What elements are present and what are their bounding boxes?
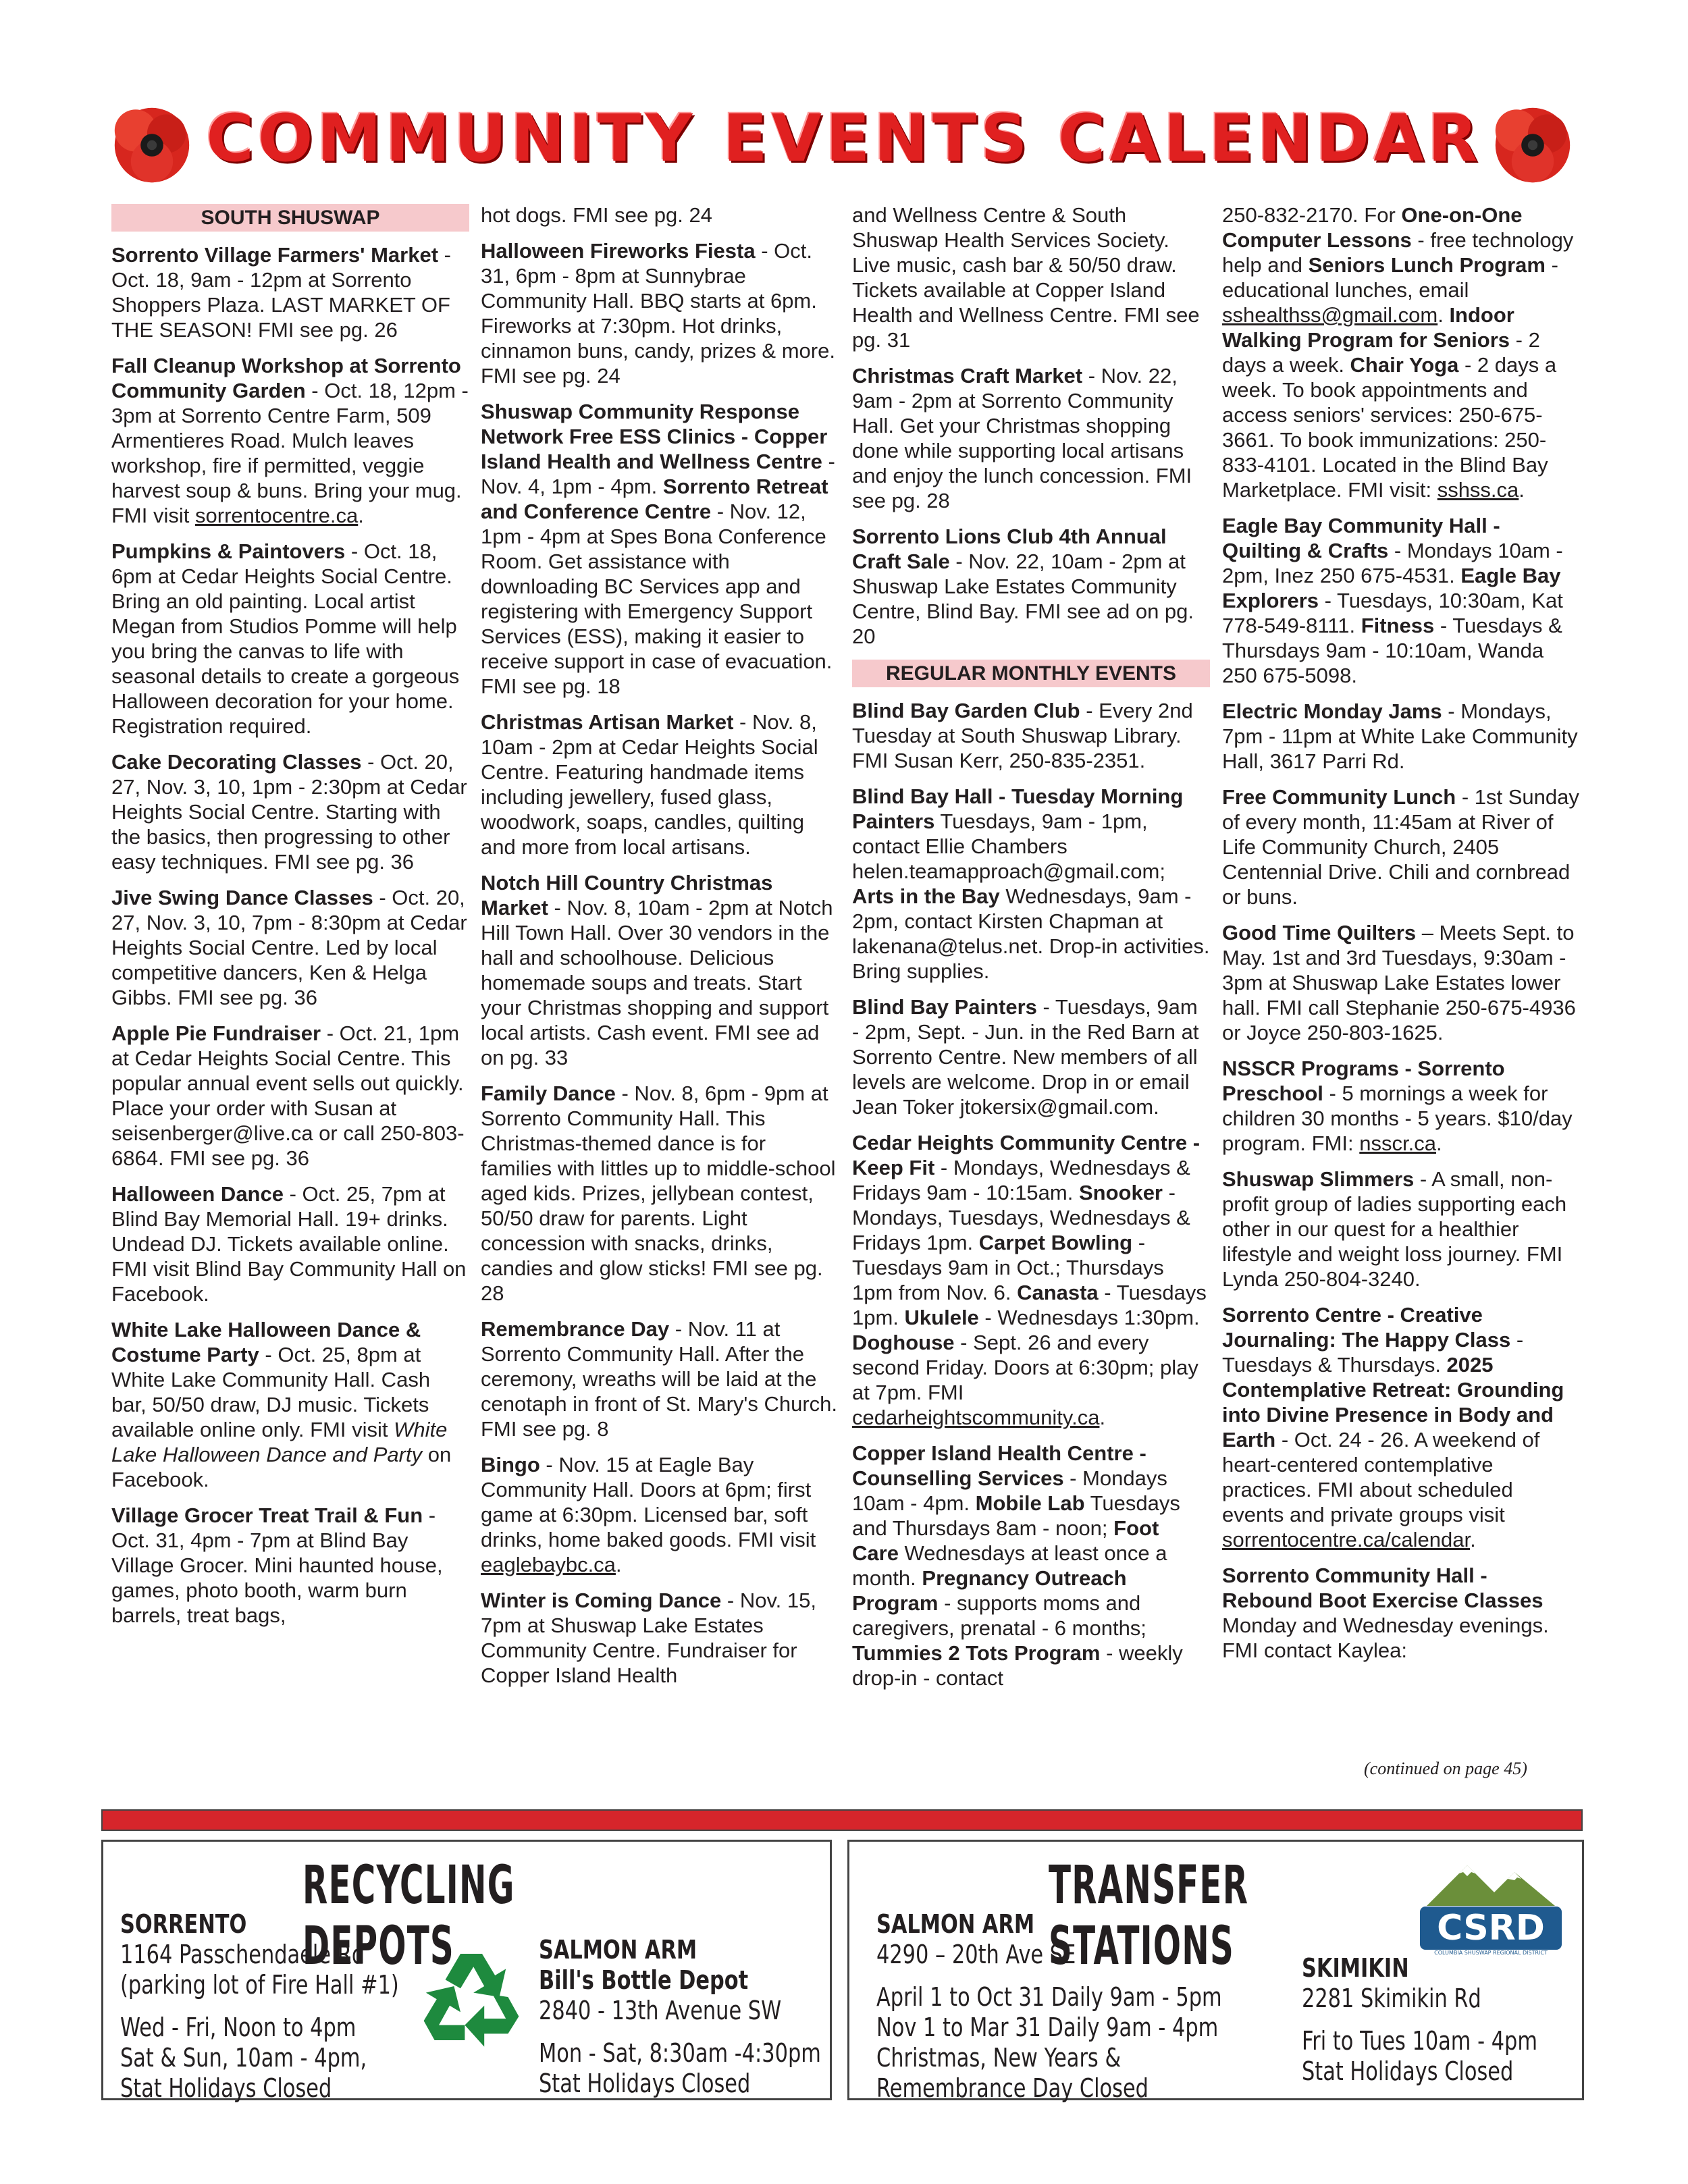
event-item: Pumpkins & Paintovers - Oct. 18, 6pm at Cedar Heights Social Centre. Bring an old painting. Local artist Megan from Studios Pomme will help you bring the canvas to life with seasonal details to create a gorgeous Halloween decoration for your home. Registration required.: [111, 539, 460, 738]
recycling-title: RECYCLING DEPOTS: [302, 1855, 515, 1977]
sorrentocentre-calendar-link[interactable]: sorrentocentre.ca/calendar: [1222, 1528, 1471, 1551]
event-item: Shuswap Community Response Network Free ESS Clinics - Copper Island Health and Wellness Centre - Nov. 4, 1pm - 4pm. Sorrento Retreat and Conference Centre - Nov. 12, 1pm - 4pm at Spes Bona Conference Room. Get assistance with downloading BC Services app and registering with Emergency Support Services (ESS), making it easier to receive support in case of evacuation. FMI see pg. 18: [481, 400, 835, 698]
event-item: Sorrento Lions Club 4th Annual Craft Sale - Nov. 22, 10am - 2pm at Shuswap Lake Estates Community Centre, Blind Bay. FMI see ad on pg. 20: [852, 525, 1194, 648]
event-item: Jive Swing Dance Classes - Oct. 20, 27, Nov. 3, 10, 7pm - 8:30pm at Cedar Heights Social Centre. Led by local competitive dancers, Ken & Helga Gibbs. FMI see pg. 36: [111, 886, 467, 1009]
event-item: Christmas Craft Market - Nov. 22, 9am - 2pm at Sorrento Community Hall. Get your Christmas shopping done while supporting local artisans and enjoy the lunch concession. FMI see pg. 28: [852, 364, 1192, 512]
eaglebaybc-link[interactable]: eaglebaybc.ca: [481, 1553, 616, 1576]
event-item: Cedar Heights Community Centre - Keep Fit - Mondays, Wednesdays & Fridays 9am - 10:15am. Snooker - Mondays, Tuesdays, Wednesdays & Fridays 1pm. Carpet Bowling - Tuesdays 9am in Oct.; Thursdays 1pm from Nov. 6. Canasta - Tuesdays 1pm. Ukulele - Wednesdays 1:30pm. Doghouse - Sept. 26 and every second Friday. Doors at 6:30pm; play at 7pm. FMI cedarheightscommunity.ca.: [852, 1131, 1207, 1429]
event-item: Halloween Fireworks Fiesta - Oct. 31, 6pm - 8pm at Sunnybrae Community Hall. BBQ starts at 6pm. Fireworks at 7:30pm. Hot drinks, cinnamon buns, candy, prizes & more. FMI see pg. 24: [481, 239, 835, 388]
mountain-icon: [1420, 1859, 1562, 1906]
event-item: Shuswap Slimmers - A small, non-profit group of ladies supporting each other in our quest for a healthier lifestyle and weight loss journey. FMI Lynda 250-804-3240.: [1222, 1167, 1567, 1291]
event-item: Remembrance Day - Nov. 11 at Sorrento Community Hall. After the ceremony, wreaths will be laid at the cenotaph in front of St. Mary's Church. FMI see pg. 8: [481, 1317, 837, 1441]
page-title: COMMUNITY EVENTS CALENDAR: [206, 101, 1482, 176]
event-item: NSSCR Programs - Sorrento Preschool - 5 mornings a week for children 30 months - 5 years. $10/day program. FMI: nsscr.ca.: [1222, 1057, 1573, 1155]
event-item: Free Community Lunch - 1st Sunday of every month, 11:45am at River of Life Community Church, 2405 Centennial Drive. Chili and cornbread or buns.: [1222, 785, 1579, 909]
column-3: [852, 203, 1210, 1701]
event-continuation: hot dogs. FMI see pg. 24: [481, 203, 712, 227]
cedarheights-link[interactable]: cedarheightscommunity.ca: [852, 1406, 1100, 1429]
column-4: [1222, 203, 1580, 1674]
event-item: Sorrento Village Farmers' Market - Oct. 18, 9am - 12pm at Sorrento Shoppers Plaza. LAST MARKET OF THE SEASON! FMI see pg. 26: [111, 243, 451, 342]
section-header-regular-monthly: REGULAR MONTHLY EVENTS: [852, 660, 1210, 687]
column-1: [111, 203, 469, 1639]
sorrentocentre-link[interactable]: sorrentocentre.ca: [195, 504, 359, 527]
event-item: White Lake Halloween Dance & Costume Party - Oct. 25, 8pm at White Lake Community Hall. Cash bar, 50/50 draw, DJ music. Tickets available online only. FMI visit White Lake Halloween Dance and Party on Facebook.: [111, 1318, 452, 1491]
skimikin-transfer: SKIMIKIN 2281 Skimikin Rd Fri to Tues 10am - 4pm Stat Holidays Closed: [1302, 1953, 1537, 2086]
salmon-arm-depot: SALMON ARM Bill's Bottle Depot 2840 - 13th Avenue SW Mon - Sat, 8:30am -4:30pm Stat Holidays Closed: [539, 1935, 821, 2098]
transfer-stations-box: [847, 1840, 1584, 2103]
nsscr-link[interactable]: nsscr.ca: [1359, 1131, 1436, 1155]
event-item: Cake Decorating Classes - Oct. 20, 27, Nov. 3, 10, 1pm - 2:30pm at Cedar Heights Social Centre. Starting with the basics, then progressing to other easy techniques. FMI see pg. 36: [111, 750, 467, 874]
continued-note: (continued on page 45): [1364, 1759, 1527, 1778]
event-item: Blind Bay Painters - Tuesdays, 9am - 2pm, Sept. - Jun. in the Red Barn at Sorrento Centre. New members of all levels are welcome. Drop in or email Jean Toker jtokersix@gmail.com.: [852, 995, 1199, 1119]
csrd-logo: CSRD COLUMBIA SHUSWAP REGIONAL DISTRICT: [1420, 1859, 1562, 1960]
sshss-link[interactable]: sshss.ca: [1437, 478, 1519, 502]
event-item: Sorrento Community Hall - Rebound Boot Exercise Classes Monday and Wednesday evenings. FMI contact Kaylea:: [1222, 1564, 1549, 1662]
poppy-left-icon: [111, 105, 192, 186]
event-continuation: 250-832-2170. For One-on-One Computer Lessons - free technology help and Seniors Lunch Program - educational lunches, email sshealthss@gmail.com. Indoor Walking Program for Seniors - 2 days a week. Chair Yoga - 2 days a week. To book appointments and access seniors' services: 250-675-3661. To book immunizations: 250-833-4101. Located in the Blind Bay Marketplace. FMI visit: sshss.ca.: [1222, 203, 1574, 502]
section-header-south-shuswap: SOUTH SHUSWAP: [111, 204, 469, 232]
recycling-depots-box: [101, 1840, 832, 2103]
event-item: Fall Cleanup Workshop at Sorrento Community Garden - Oct. 18, 12pm - 3pm at Sorrento Centre Farm, 509 Armentieres Road. Mulch leaves workshop, fire if permitted, veggie harvest soup & buns. Bring your mug. FMI visit sorrentocentre.ca.: [111, 354, 469, 527]
event-item: Village Grocer Treat Trail & Fun - Oct. 31, 4pm - 7pm at Blind Bay Village Grocer. Mini haunted house, games, photo booth, warm burn barrels, treat bags,: [111, 1503, 443, 1627]
sorrento-depot: SORRENTO 1164 Passchendaele Rd (parking lot of Fire Hall #1) Wed - Fri, Noon to 4pm Sat & Sun, 10am - 4pm, Stat Holidays Closed: [120, 1909, 399, 2103]
poppy-right-icon: [1492, 105, 1573, 186]
event-item: Winter is Coming Dance - Nov. 15, 7pm at Shuswap Lake Estates Community Centre. Fundraiser for Copper Island Health: [481, 1589, 816, 1687]
salmon-arm-transfer: SALMON ARM 4290 – 20th Ave SE April 1 to Oct 31 Daily 9am - 5pm Nov 1 to Mar 31 Daily 9am - 4pm Christmas, New Years & Remembrance Day Closed: [876, 1909, 1222, 2103]
event-item: Good Time Quilters – Meets Sept. to May. 1st and 3rd Tuesdays, 9:30am - 3pm at Shuswap Lake Estates lower hall. FMI call Stephanie 250-675-4936 or Joyce 250-803-1625.: [1222, 921, 1576, 1044]
event-item: Bingo - Nov. 15 at Eagle Bay Community Hall. Doors at 6pm; first game at 6:30pm. Licensed bar, soft drinks, home baked goods. FMI visit eaglebaybc.ca.: [481, 1453, 816, 1576]
event-continuation: and Wellness Centre & South Shuswap Health Services Society. Live music, cash bar & 50/50 draw. Tickets available at Copper Island Health and Wellness Centre. FMI see pg. 31: [852, 203, 1200, 352]
event-item: Eagle Bay Community Hall - Quilting & Crafts - Mondays 10am - 2pm, Inez 250 675-4531. Eagle Bay Explorers - Tuesdays, 10:30am, Kat 778-549-8111. Fitness - Tuesdays & Thursdays 9am - 10:10am, Wanda 250 675-5098.: [1222, 514, 1563, 687]
event-item: Blind Bay Garden Club - Every 2nd Tuesday at South Shuswap Library. FMI Susan Kerr, 250-835-2351.: [852, 699, 1193, 772]
divider-bar: [101, 1809, 1583, 1831]
event-item: Sorrento Centre - Creative Journaling: The Happy Class - Tuesdays & Thursdays. 2025 Contemplative Retreat: Grounding into Divine Presence in Body and Earth - Oct. 24 - 26. A weekend of heart-centered contemplative practices. FMI about scheduled events and private groups visit sorrentocentre.ca/calendar.: [1222, 1303, 1564, 1551]
event-item: Electric Monday Jams - Mondays, 7pm - 11pm at White Lake Community Hall, 3617 Parri Rd.: [1222, 699, 1578, 773]
event-item: Notch Hill Country Christmas Market - Nov. 8, 10am - 2pm at Notch Hill Town Hall. Over 30 vendors in the hall and schoolhouse. Delicious homemade soups and treats. Start your Christmas shopping and support local artists. Cash event. FMI see ad on pg. 33: [481, 871, 833, 1069]
event-item: Copper Island Health Centre - Counselling Services - Mondays 10am - 4pm. Mobile Lab Tuesdays and Thursdays 8am - noon; Foot Care Wednesdays at least once a month. Pregnancy Outreach Program - supports moms and caregivers, prenatal - 6 months; Tummies 2 Tots Program - weekly drop-in - contact: [852, 1441, 1183, 1690]
transfer-title: TRANSFER STATIONS: [1049, 1855, 1249, 1977]
event-item: Apple Pie Fundraiser - Oct. 21, 1pm at Cedar Heights Social Centre. This popular annual event sells out quickly. Place your order with Susan at seisenberger@live.ca or call 250-803-6864. FMI see pg. 36: [111, 1021, 465, 1170]
event-item: Halloween Dance - Oct. 25, 7pm at Blind Bay Memorial Hall. 19+ drinks. Undead DJ. Tickets available online. FMI visit Blind Bay Community Hall on Facebook.: [111, 1182, 467, 1306]
event-item: Christmas Artisan Market - Nov. 8, 10am - 2pm at Cedar Heights Social Centre. Featuring handmade items including jewellery, fused glass, woodwork, soaps, candles, quilting and more from local artisans.: [481, 710, 818, 859]
sshealthss-email-link[interactable]: sshealthss@gmail.com: [1222, 303, 1438, 327]
recycle-icon: [414, 1943, 529, 2051]
event-item: Blind Bay Hall - Tuesday Morning Painters Tuesdays, 9am - 1pm, contact Ellie Chambers helen.teamapproach@gmail.com; Arts in the Bay Wednesdays, 9am - 2pm, contact Kirsten Chapman at lakenana@telus.net. Drop-in activities. Bring supplies.: [852, 784, 1210, 983]
event-item: Family Dance - Nov. 8, 6pm - 9pm at Sorrento Community Hall. This Christmas-themed dance is for families with littles up to middle-school aged kids. Prizes, jellybean contest, 50/50 draw for parents. Light concession with snacks, drinks, candies and glow sticks! FMI see pg. 28: [481, 1082, 836, 1305]
column-2: [481, 203, 839, 1699]
